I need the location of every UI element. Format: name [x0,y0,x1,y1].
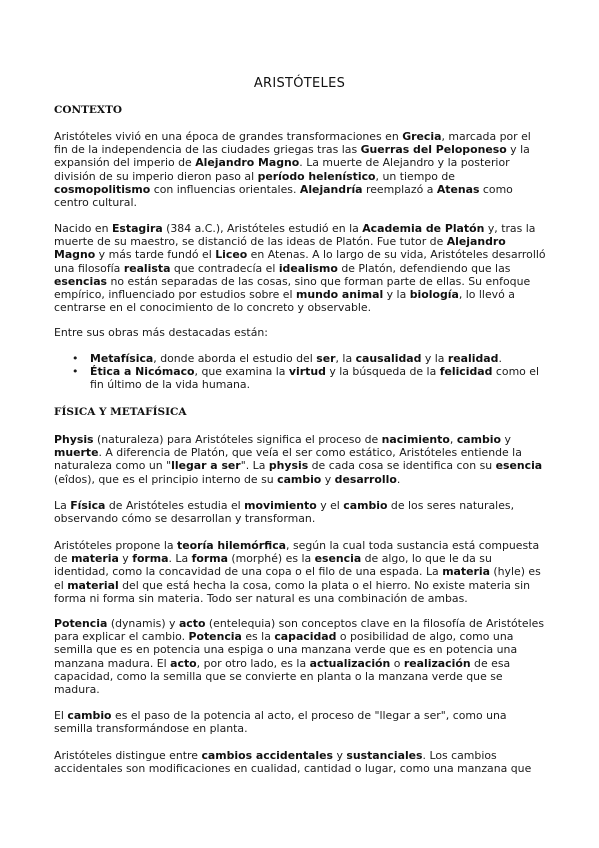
bold-term: Física [70,499,106,512]
bold-term: Atenas [436,182,480,196]
bold-term: materia [442,565,490,579]
bold-term: muerte [54,446,99,460]
bold-term: cambio [67,709,112,722]
bold-term: período helenístico [257,169,376,183]
paragraph: Entre sus obras más destacadas están: [54,326,268,339]
bold-term: Liceo [215,248,248,262]
bold-term: cambio [456,433,501,446]
paragraph: Physis (naturaleza) para Aristóteles significa el proceso de nacimiento, cambio y muerte. A diferencia de Platón, que veía el ser como estático, Aristóteles entiende la naturaleza como un "llegar a ser". La physis de cada cosa se identifica con su esencia (eîdos), que es el principio interno de su cambio y desarrollo. [54,433,543,486]
document-title: ARISTÓTELES [253,76,346,91]
bold-term: mundo animal [295,288,384,302]
list-item-text: Metafísica, donde aborda el estudio del ser, la causalidad y la realidad. [90,352,502,365]
bold-term: forma [132,552,169,566]
bold-term: biología [409,288,459,302]
paragraph: Potencia (dynamis) y acto (entelequia) son conceptos clave en la filosofía de Aristóteles para explicar el cambio. Potencia es la capacidad o posibilidad de algo, como una semilla que es en potencia una espiga o una manzana verde que es en potencia una manzana madura. El acto, por otro lado, es la actualización o realización de esa capacidad, como la semilla que se convierte en planta o la manzana verde que se madura. [54,617,545,697]
bold-term: idealismo [278,261,338,275]
bold-term: nacimiento [381,433,450,446]
bold-term: esencia [314,552,362,566]
bold-term: material [67,578,119,592]
bold-term: esencias [54,274,108,288]
bold-term: desarrollo [334,472,397,486]
bold-term: cosmopolitismo [54,182,151,196]
bold-term: cambios accidentales [201,749,333,762]
bold-term: causalidad [355,352,422,365]
bold-term: Ética a Nicómaco [90,365,195,379]
bold-term: realización [403,656,471,670]
bold-term: acto [178,617,206,630]
bullet-icon: • [72,365,79,379]
bold-term: realista [123,261,171,275]
bold-term: Metafísica [90,352,154,365]
bold-term: felicidad [439,365,493,379]
bold-term: Academia de Platón [362,222,485,235]
bold-term: Grecia [402,130,442,143]
bold-term: cambio [343,499,388,512]
bold-term: virtud [288,365,326,379]
bold-term: Potencia [54,617,108,630]
paragraph: Nacido en Estagira (384 a.C.), Aristóteles estudió en la Academia de Platón y, tras la muerte de su maestro, se distanció de las ideas de Platón. Fue tutor de Alejandro Magno y más tarde fundó el Liceo en Atenas. A lo largo de su vida, Aristóteles desarrolló una filosofía realista que contradecía el idealismo de Platón, defendiendo que las esencias no están separadas de las cosas, sino que forman parte de ellas. Su enfoque empírico, influenciado por estudios sobre el mundo animal y la biología, lo llevó a centrarse en el conocimiento de lo concreto y observable. [54,222,546,315]
bold-term: capacidad [274,630,337,644]
bold-term: physis [268,459,309,473]
works-list [54,352,546,392]
paragraph: El cambio es el paso de la potencia al acto, el proceso de "llegar a ser", como una semilla transformándose en planta. [54,709,507,736]
paragraph: Aristóteles distingue entre cambios accidentales y sustanciales. Los cambios accidentales son modificaciones en cualidad, cantidad o lugar, como una manzana que [54,749,532,776]
bold-term: sustanciales [346,749,423,762]
bold-term: Physis [54,433,94,446]
bold-term: actualización [309,656,391,670]
bold-term: movimiento [244,499,317,512]
bold-term: materia [71,552,119,566]
section-heading-contexto: CONTEXTO [54,104,123,116]
bold-term: forma [191,552,228,566]
bold-term: cambio [277,472,322,486]
bold-term: llegar a ser [171,459,241,473]
bold-term: Guerras del Peloponeso [360,143,507,157]
bold-term: realidad [447,352,499,365]
bold-term: esencia [495,459,543,473]
paragraph: La Física de Aristóteles estudia el movimiento y el cambio de los seres naturales, observando cómo se desarrollan y transforman. [54,499,515,526]
paragraph: Aristóteles propone la teoría hilemórfica, según la cual toda sustancia está compuesta de materia y forma. La forma (morphé) es la esencia de algo, lo que le da su identidad, como la concavidad de una copa o el filo de una espada. La materia (hyle) es el material del que está hecha la cosa, como la plata o el hierro. No existe materia sin forma ni forma sin materia. Todo ser natural es una combinación de ambas. [54,539,541,605]
bullet-icon: • [72,352,79,365]
section-heading-fisica-metafisica: FÍSICA Y METAFÍSICA [54,406,187,418]
list-item [54,352,546,365]
bold-term: ser [316,352,336,365]
list-item-text: Ética a Nicómaco, que examina la virtud y la búsqueda de la felicidad como el fin último de la vida humana. [90,365,540,392]
bold-term: teoría hilemórfica [177,539,287,552]
bold-term: Potencia [188,630,242,644]
bold-term: Alejandro Magno [54,235,506,262]
list-item [54,365,546,391]
bold-term: Estagira [111,222,163,235]
bold-term: Alejandro Magno [195,156,300,170]
bold-term: Alejandría [299,182,363,196]
bold-term: acto [170,656,197,670]
paragraph: Aristóteles vivió en una época de grandes transformaciones en Grecia, marcada por el fin de la independencia de las ciudades griegas tras las Guerras del Peloponeso y la expansión del imperio de Alejandro Magno. La muerte de Alejandro y la posterior división de su imperio dieron paso al período helenístico, un tiempo de cosmopolitismo con influencias orientales. Alejandría reemplazó a Atenas como centro cultural. [54,130,531,210]
